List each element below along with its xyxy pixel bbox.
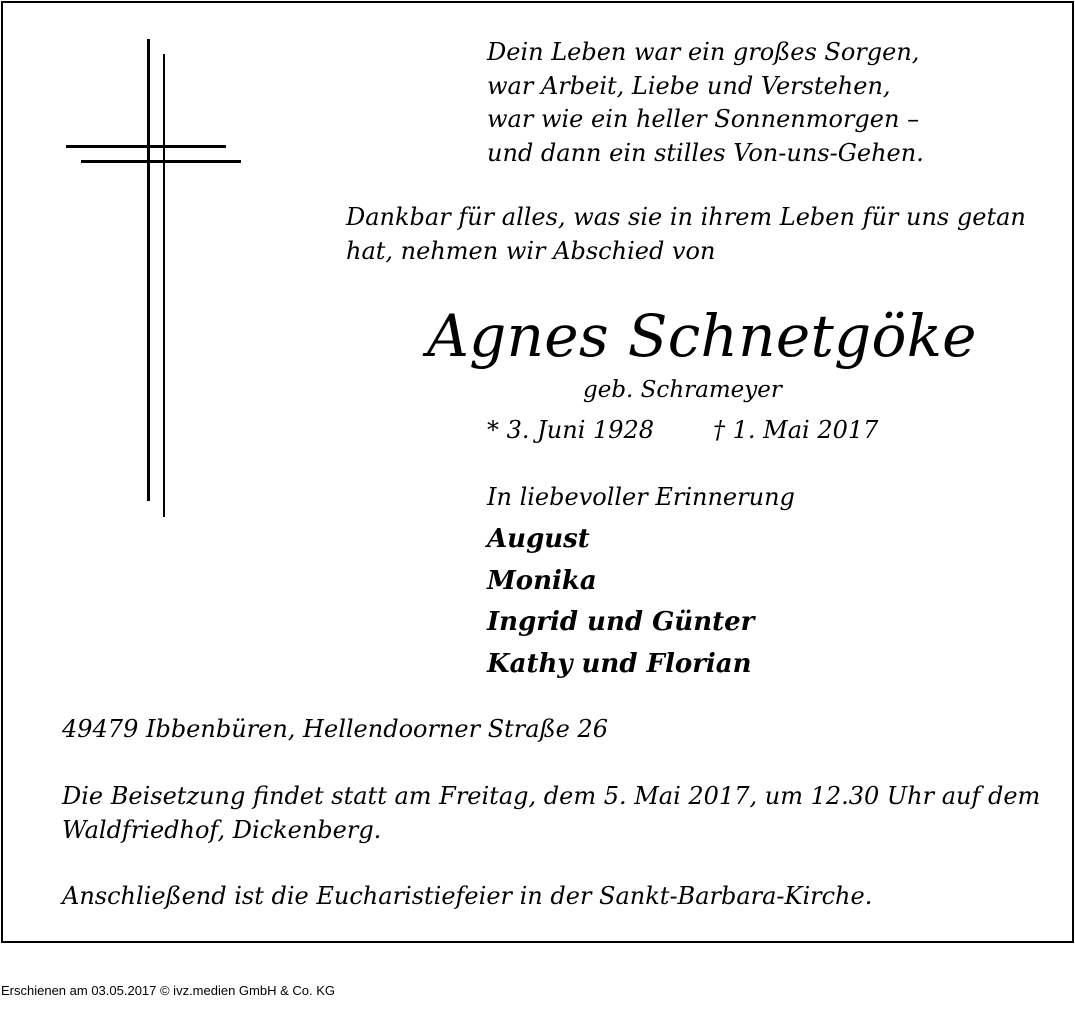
funeral-line: Waldfriedhof, Dickenberg. — [62, 815, 382, 844]
birth-date: * 3. Juni 1928 — [487, 416, 655, 444]
mourners-list — [487, 519, 754, 685]
mourner-name: Ingrid und Günter — [487, 607, 755, 637]
cross-vertical-line-left — [147, 39, 150, 501]
mourner-name: August — [487, 524, 590, 554]
eucharist-info: Anschließend ist die Eucharistiefeier in der Sankt-Barbara-Kirche. — [62, 882, 873, 910]
intro-line: Dankbar für alles, was sie in ihrem Leben für uns getan — [346, 203, 1026, 231]
family-address: 49479 Ibbenbüren, Hellendoorner Straße 26 — [62, 715, 608, 743]
maiden-name: geb. Schrameyer — [583, 377, 782, 403]
mourner-name: Monika — [487, 565, 597, 596]
funeral-info — [62, 780, 1040, 847]
cross-horizontal-line-lower — [81, 160, 241, 163]
poem — [487, 36, 924, 170]
cross-horizontal-line-upper — [66, 145, 226, 148]
intro-line: hat, nehmen wir Abschied von — [346, 236, 716, 265]
memory-line: In liebevoller Erinnerung — [487, 483, 795, 511]
poem-line: und dann ein stilles Von-uns-Gehen. — [487, 138, 924, 167]
poem-line: war Arbeit, Liebe und Verstehen, — [487, 71, 891, 100]
intro-text — [346, 201, 1026, 268]
deceased-name: Agnes Schnetgöke — [427, 302, 977, 370]
funeral-line: Die Beisetzung findet statt am Freitag, dem 5. Mai 2017, um 12.30 Uhr auf dem — [62, 782, 1041, 810]
poem-line: war wie ein heller Sonnenmorgen – — [487, 105, 920, 133]
publication-footer: Erschienen am 03.05.2017 © ivz.medien GmbH & Co. KG — [1, 983, 336, 998]
poem-line: Dein Leben war ein großes Sorgen, — [487, 38, 920, 66]
mourner-name: Kathy und Florian — [487, 648, 752, 679]
cross-vertical-line-right — [163, 54, 165, 517]
death-date: † 1. Mai 2017 — [713, 416, 879, 444]
